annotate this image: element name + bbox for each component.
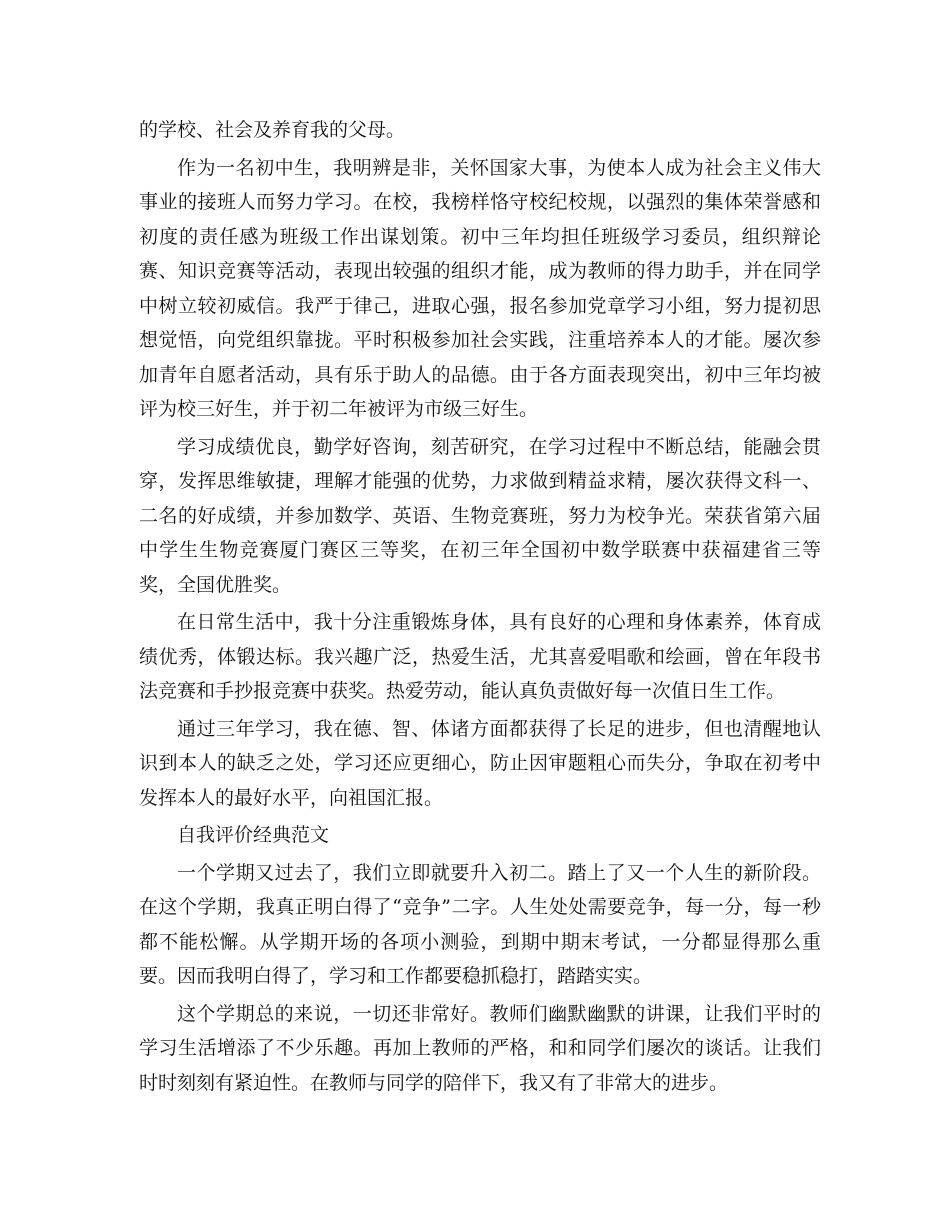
paragraph-three-years: 通过三年学习，我在德、智、体诸方面都获得了长足的进步，但也清醒地认识到本人的缺乏之处，学习还应更细心，防止因审题粗心而失分，争取在初考中发挥本人的最好水平，向祖国汇报。	[139, 717, 821, 809]
section-heading: 自我评价经典范文	[177, 824, 330, 846]
paragraph-continuation: 的学校、社会及养育我的父母。	[139, 119, 406, 141]
paragraph-daily-life: 在日常生活中，我十分注重锻炼身体，具有良好的心理和身体素养，体育成绩优秀，体锻达标。我兴趣广泛，热爱生活，尤其喜爱唱歌和绘画，曾在年段书法竞赛和手抄报竞赛中获奖。热爱劳动，能认真负责做好每一次值日生工作。	[139, 611, 821, 702]
paragraph-semester-summary: 这个学期总的来说，一切还非常好。教师们幽默幽默的讲课，让我们平时的学习生活增添了不少乐趣。再加上教师的严格，和和同学们屡次的谈话。让我们时时刻刻有紧迫性。在教师与同学的陪伴下，我又有了非常大的进步。	[139, 1002, 821, 1094]
paragraph-semester: 一个学期又过去了，我们立即就要升入初二。踏上了又一个人生的新阶段。在这个学期，我真正明白得了“竞争”二字。人生处处需要竞争，每一分，每一秒都不能松懈。从学期开场的各项小测验，到期中期末考试，一分都显得那么重要。因而我明白得了，学习和工作都要稳抓稳打，踏踏实实。	[139, 861, 821, 987]
document-body	[139, 113, 821, 1103]
paragraph-academic: 学习成绩优良，勤学好咨询，刻苦研究，在学习过程中不断总结，能融会贯穿，发挥思维敏捷，理解才能强的优势，力求做到精益求精，屡次获得文科一、二名的好成绩，并参加数学、英语、生物竞赛班，努力为校争光。荣获省第六届中学生生物竞赛厦门赛区三等奖，在初三年全国初中数学联赛中获福建省三等奖，全国优胜奖。	[139, 435, 821, 596]
paragraph-junior-student: 作为一名初中生，我明辨是非，关怀国家大事，为使本人成为社会主义伟大事业的接班人而努力学习。在校，我榜样恪守校纪校规，以强烈的集体荣誉感和初度的责任感为班级工作出谋划策。初中三年均担任班级学习委员，组织辩论赛、知识竞赛等活动，表现出较强的组织才能，成为教师的得力助手，并在同学中树立较初威信。我严于律己，进取心强，报名参加党章学习小组，努力提初思想觉悟，向党组织靠拢。平时积极参加社会实践，注重培养本人的才能。屡次参加青年自愿者活动，具有乐于助人的品德。由于各方面表现突出，初中三年均被评为校三好生，并于初二年被评为市级三好生。	[139, 156, 821, 420]
